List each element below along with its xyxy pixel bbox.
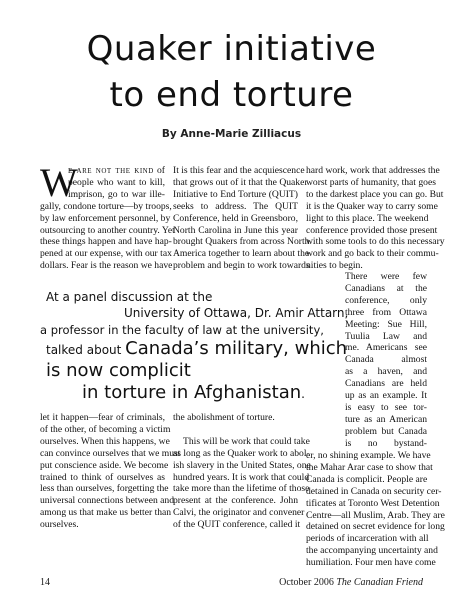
col1b-line: can convince ourselves that we must (40, 447, 181, 459)
intro-line: outsourcing to another country. Yet (40, 224, 175, 236)
paragraph-gap (173, 424, 298, 436)
pull-quote-emphasis: in torture in Afghanistan (82, 382, 302, 403)
article-title-line-1: Quaker initiative (86, 29, 377, 69)
col2b-line: This will be work that could take (183, 435, 310, 447)
intro-line: gally, condone torture—by troops, (40, 200, 172, 212)
col3r-line: detained in Canada on security cer- (306, 485, 442, 497)
col3r-line: detained on secret evidence for long (306, 521, 445, 533)
pull-quote-line: University of Ottawa, Dr. Amir Attarn, (124, 306, 349, 320)
col1b-line: universal connections between and (40, 495, 174, 507)
col3r-line: ture as an American (345, 413, 427, 425)
col3-line: worst parts of humanity, that goes (306, 176, 436, 188)
col2-line: brought Quakers from across North (173, 236, 310, 248)
footer-date: October 2006 (279, 577, 337, 588)
col3r-line: is easy to see tor- (345, 401, 427, 413)
intro-line: pened at our expense, with our tax (40, 248, 172, 260)
pull-quote-emphasis-line: is now complicit (46, 360, 191, 381)
col2-line: North Carolina in June this year (173, 224, 298, 236)
col2-line: It is this fear and the acquiescence (173, 165, 305, 176)
col3r-line: conference, only (345, 294, 427, 306)
col3r-line: problem but Canada (345, 425, 427, 437)
col3-line: nities to begin. (306, 260, 363, 272)
intro-smallcaps: e are not the kind (68, 165, 154, 176)
pull-quote-emphasis: Canada’s military, which (125, 338, 348, 359)
column-3-narrow (345, 271, 427, 450)
col3r-line: as a haven, and (345, 366, 427, 378)
col2b-line: of the QUIT conference, called it (173, 519, 301, 531)
col3r-line: three from Ottawa (345, 306, 427, 318)
col3-line: conference provided those present (306, 224, 438, 236)
col1b-line: put conscience aside. We become (40, 459, 169, 471)
publication-footer (279, 577, 423, 588)
drop-cap: W (40, 160, 78, 205)
col2-line: Conference, held in Greensboro, (173, 212, 298, 224)
col3r-line: Centre—all Muslim, Arab. They are (306, 509, 445, 521)
col3r-line: tificates at Toronto West Detention (306, 497, 440, 509)
col2b-line: ish slavery in the United States, one (173, 459, 311, 471)
intro-column (40, 160, 175, 272)
col3r-line: Tuulia Law and (345, 330, 427, 342)
page-number: 14 (40, 577, 50, 588)
col1b-line: let it happen—fear of criminals, (40, 412, 165, 423)
column-3-wide (306, 450, 445, 569)
pull-quote-line-6 (82, 382, 305, 403)
col3r-line: me. Americans see (345, 342, 427, 354)
col1b-line: trained to think of ourselves as (40, 471, 165, 483)
col2b-line: as long as the Quaker work to abol- (173, 447, 310, 459)
byline: By Anne-Marie Zilliacus (161, 128, 302, 140)
col3r-line: humiliation. Four men have come (306, 557, 436, 569)
col2b-line: the abolishment of torture. (173, 412, 275, 423)
col2b-line: take more than the lifetime of those (173, 483, 310, 495)
col3r-line: Canada almost (345, 354, 427, 366)
col3r-line: Canada is complicit. People are (306, 473, 428, 485)
col1b-line: of the other, of becoming a victim (40, 423, 171, 435)
col2-line: problem and begin to work towards (173, 260, 310, 272)
col3r-line: the accompanying uncertainty and (306, 545, 438, 557)
col2b-line: hundred years. It is work that could (173, 471, 310, 483)
intro-line: dollars. Fear is the reason we have (40, 260, 173, 272)
pull-quote-line: a professor in the faculty of law at the university, (40, 323, 324, 337)
pull-quote-period: . (301, 387, 305, 401)
column-3-top (306, 165, 445, 272)
intro-line: these things happen and have hap- (40, 236, 172, 248)
col3r-line: There were few (345, 271, 427, 282)
intro-line: imprison, go to war ille- (68, 188, 165, 200)
col2-line: America together to learn about the (173, 248, 310, 260)
intro-line: people who want to kill, (68, 176, 165, 188)
intro-line: by law enforcement personnel, by (40, 212, 171, 224)
col2-line: seeks to address. The QUIT (173, 200, 298, 212)
col3r-line: Meeting: Sue Hill, (345, 318, 427, 330)
footer-publication: The Canadian Friend (336, 577, 423, 588)
col3r-line: Canadians are held (345, 378, 427, 390)
col3-line: with some tools to do this necessary (306, 236, 445, 248)
col1b-line: less than ourselves, forgetting the (40, 483, 169, 495)
col3-line: to the darkest place you can go. But (306, 188, 444, 200)
article-title-line-2: to end torture (109, 75, 354, 115)
pull-quote-text: talked about (46, 343, 126, 357)
col1b-line: among us that make us better than (40, 507, 172, 519)
col2-line: Initiative to End Torture (QUIT) (173, 188, 298, 200)
col1b-line: ourselves. (40, 519, 79, 531)
intro-first-line (40, 165, 165, 177)
col2b-line: present at the conference. John (173, 495, 298, 507)
col3r-line: Canadians at the (345, 282, 427, 294)
pull-quote-line-4 (46, 338, 347, 359)
column-2-top (173, 165, 310, 272)
col3-line: hard work, work that addresses the (306, 165, 440, 176)
col3-line: work and go back to their commu- (306, 248, 439, 260)
col3r-line: the Mahar Arar case to show that (306, 461, 433, 473)
pull-quote-line: At a panel discussion at the (46, 290, 213, 304)
intro-first-tail: of (153, 165, 166, 176)
column-2-bottom (173, 412, 311, 531)
col3-line: light to this place. The weekend (306, 212, 429, 224)
col1b-line: ourselves. When this happens, we (40, 435, 170, 447)
col3r-line: up as an example. It (345, 390, 427, 402)
col3r-line: er, no shining example. We have (306, 450, 431, 461)
col2-line: that grows out of it that the Quaker (173, 176, 308, 188)
col3r-line: is no bystand- (345, 437, 427, 449)
col2b-line: Calvi, the originator and convener (173, 507, 305, 519)
col3r-line: periods of incarceration with all (306, 533, 429, 545)
col3-line: it is the Quaker way to carry some (306, 200, 438, 212)
column-1-bottom (40, 412, 181, 531)
